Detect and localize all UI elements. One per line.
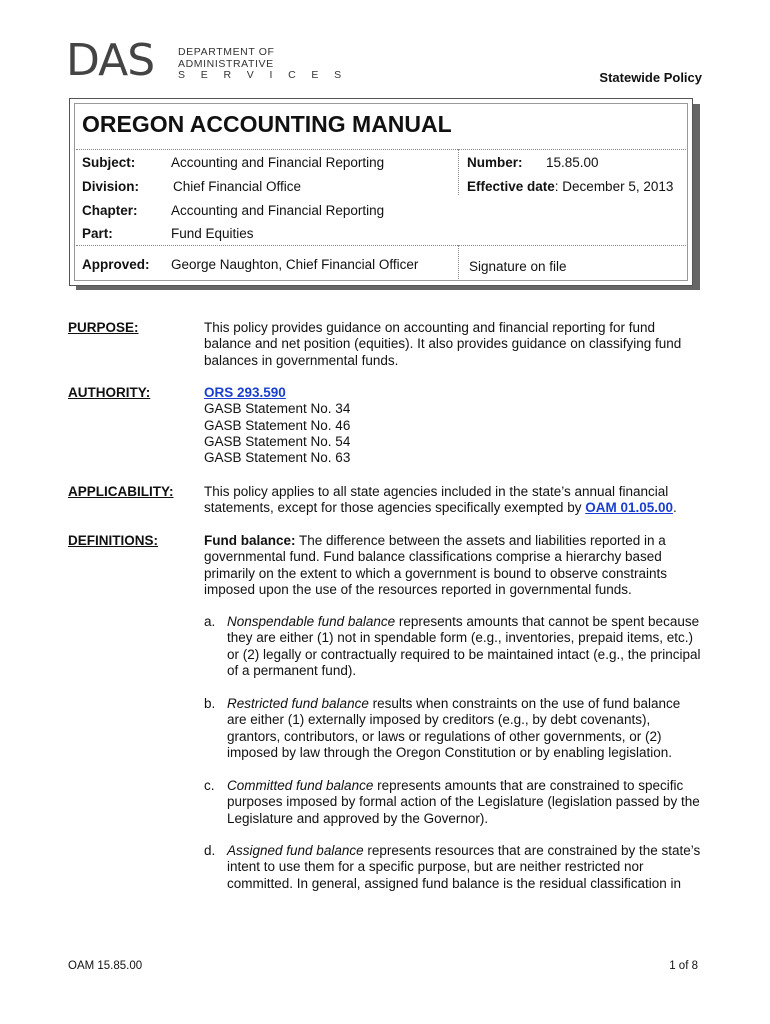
- item-term: Restricted fund balance: [227, 696, 369, 711]
- chapter-value: Accounting and Financial Reporting: [171, 203, 385, 218]
- title-box: [69, 98, 693, 286]
- item-marker: d.: [204, 843, 216, 858]
- definitions-label: DEFINITIONS:: [68, 533, 158, 548]
- item-body: [227, 778, 703, 827]
- item-term: Nonspendable fund balance: [227, 614, 396, 629]
- logo-department-text: [178, 47, 348, 82]
- authority-item: GASB Statement No. 63: [204, 450, 351, 466]
- approved-label: Approved:: [82, 257, 150, 272]
- signature-text: Signature on file: [469, 259, 567, 274]
- column-divider: [458, 149, 459, 195]
- definition-term: Fund balance:: [204, 533, 296, 548]
- item-text: represents resources that are constrained by the state’s intent to use them for a specific purpose, but are neither restricted nor committed. In general, assigned fund balance is the residual classification in: [227, 843, 701, 891]
- definition-fund-balance: [204, 533, 704, 598]
- applicability-label: APPLICABILITY:: [68, 484, 174, 499]
- applicability-text: [204, 484, 704, 517]
- approved-value: George Naughton, Chief Financial Officer: [171, 257, 419, 272]
- number-label: Number:: [467, 155, 523, 170]
- subject-value: Accounting and Financial Reporting: [171, 155, 385, 170]
- item-text: results when constraints on the use of fund balance are either (1) externally imposed by creditors (e.g., by debt covenants), grantors, contributors, or laws or regulations of other governments, or (2) imposed by law through the Oregon Constitution or by enabling legislation.: [227, 696, 681, 760]
- authority-item: GASB Statement No. 34: [204, 401, 351, 417]
- manual-title: OREGON ACCOUNTING MANUAL: [82, 111, 452, 137]
- effective-date: [467, 179, 673, 194]
- authority-item: GASB Statement No. 46: [204, 417, 351, 433]
- division-value: Chief Financial Office: [173, 179, 302, 194]
- logo-line-2: ADMINISTRATIVE: [178, 57, 274, 70]
- divider: [76, 149, 686, 150]
- footer-document-id: OAM 15.85.00: [68, 960, 143, 972]
- purpose-label: PURPOSE:: [68, 320, 139, 335]
- column-divider: [458, 245, 459, 279]
- item-term: Committed fund balance: [227, 778, 374, 793]
- divider: [76, 245, 686, 246]
- applicability-body: This policy applies to all state agencies included in the state’s annual financial statements, except for those agencies specifically exempted by: [204, 484, 669, 516]
- division-label: Division:: [82, 179, 140, 194]
- purpose-text: This policy provides guidance on accounting and financial reporting for fund balance and net position (equities). It also provides guidance on classifying fund balances in governmental funds.: [204, 320, 682, 368]
- item-text: represents amounts that cannot be spent because they are either (1) not in spendable form (e.g., inventories, prepaid items, etc.) or (2) legally or contractually required to be maintained intact (e.g., the principal of a permanent fund).: [227, 614, 701, 678]
- effective-date-value: : December 5, 2013: [554, 179, 674, 194]
- part-value: Fund Equities: [171, 226, 254, 241]
- item-body: [227, 696, 703, 761]
- item-marker: b.: [204, 696, 216, 711]
- subject-label: Subject:: [82, 155, 136, 170]
- item-marker: c.: [204, 778, 215, 793]
- logo-das-text: DAS: [66, 35, 155, 86]
- item-term: Assigned fund balance: [227, 843, 364, 858]
- effective-date-label: Effective date: [467, 179, 555, 194]
- definition-text: The difference between the assets and liabilities reported in a governmental fund. Fund balance classifications comprise a hierarchy based primarily on the extent to which a government is bound to observe constraints imposed upon the use of the resources reported in governmental funds.: [204, 533, 667, 597]
- footer-page-number: 1 of 8: [669, 960, 698, 972]
- part-label: Part:: [82, 226, 113, 241]
- chapter-label: Chapter:: [82, 203, 138, 218]
- applicability-end: .: [673, 500, 677, 516]
- authority-label: AUTHORITY:: [68, 385, 151, 400]
- item-text: represents amounts that are constrained to specific purposes imposed by formal action of the Legislature (legislation passed by the Legislature and approved by the Governor).: [227, 778, 700, 826]
- ors-link[interactable]: ORS 293.590: [204, 385, 286, 400]
- item-marker: a.: [204, 614, 216, 629]
- number-value: 15.85.00: [546, 155, 599, 170]
- statewide-policy-label: Statewide Policy: [599, 70, 702, 85]
- item-body: [227, 614, 703, 679]
- logo-line-1: DEPARTMENT OF: [178, 46, 275, 58]
- authority-item: GASB Statement No. 54: [204, 433, 351, 449]
- oam-link[interactable]: OAM 01.05.00: [585, 500, 673, 516]
- item-body: [227, 843, 703, 892]
- logo-line-3: S E R V I C E S: [178, 69, 348, 81]
- authority-list: [204, 385, 704, 466]
